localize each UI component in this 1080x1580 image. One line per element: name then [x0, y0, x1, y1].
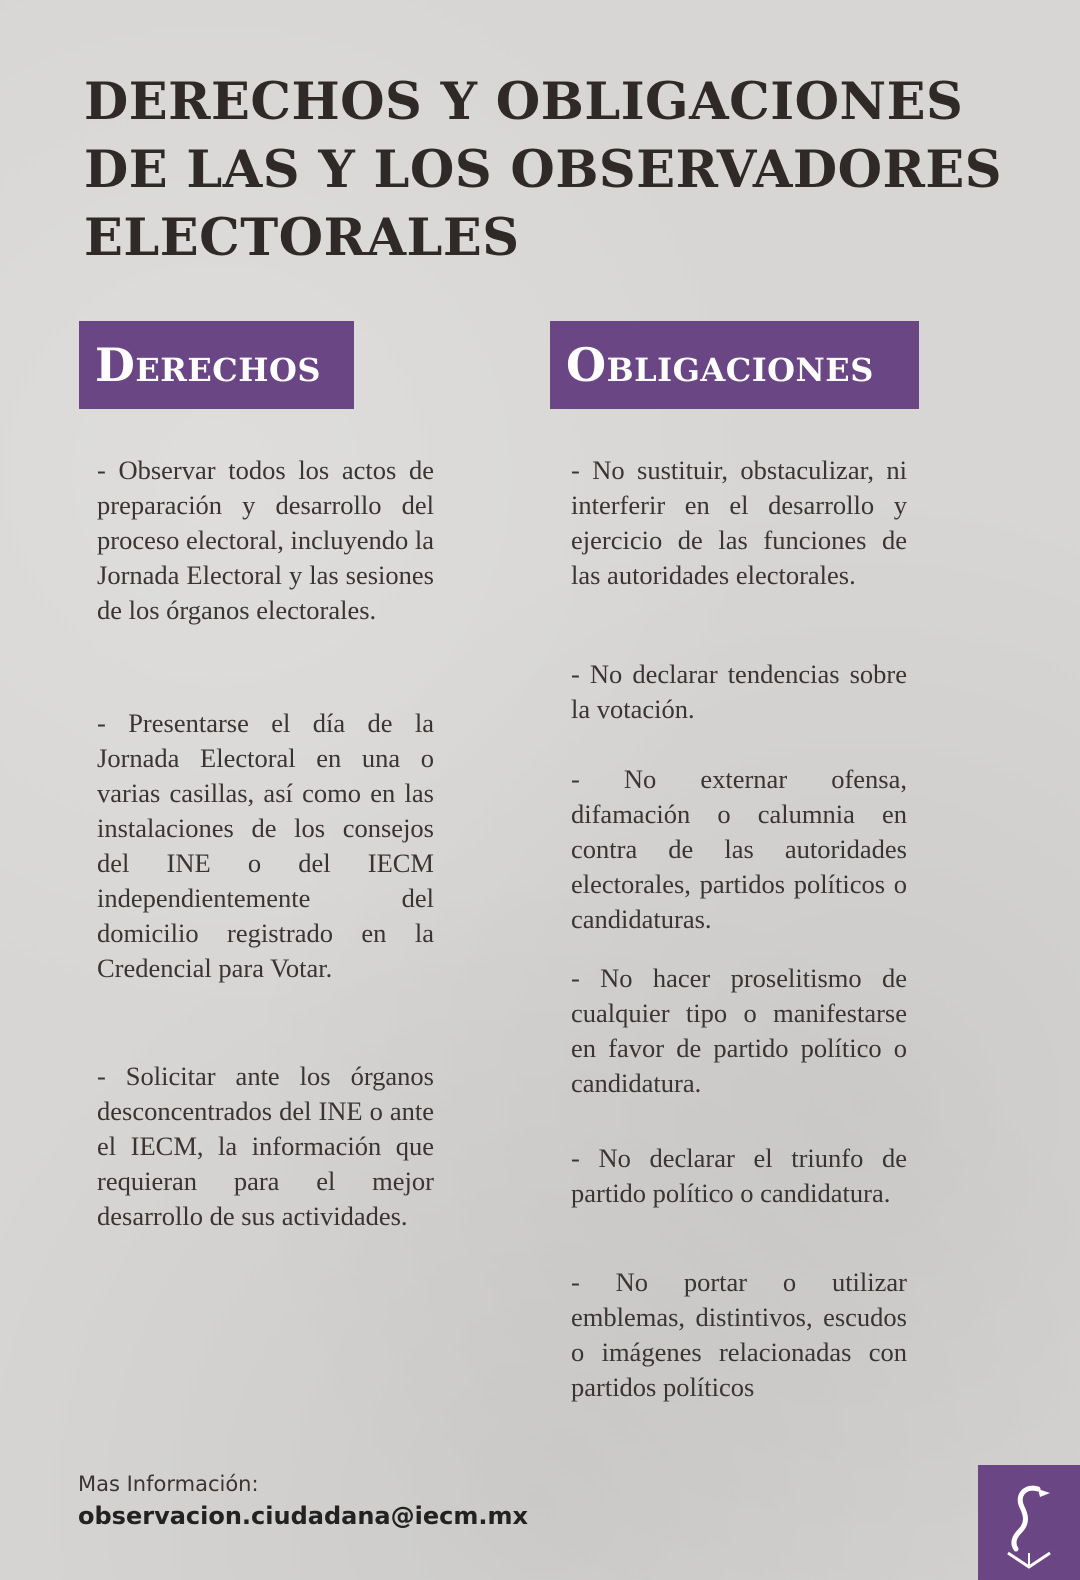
derechos-item-1: - Observar todos los actos de preparación y desarrollo del proceso electoral, incluyendo la Jornada Electoral y las sesiones de los órganos electorales.	[97, 455, 434, 625]
title-line-2: DE LAS Y LOS OBSERVADORES	[84, 140, 1003, 200]
obligaciones-item-4: - No hacer proselitismo de cualquier tipo o manifestarse en favor de partido político o candidatura.	[571, 963, 907, 1098]
title-line-1: DERECHOS Y OBLIGACIONES	[84, 72, 964, 132]
obligaciones-heading: Obligaciones	[550, 321, 919, 409]
footer-label: Mas Información:	[78, 1472, 259, 1496]
page-title	[84, 68, 1064, 272]
title-line-3: ELECTORALES	[84, 208, 520, 268]
obligaciones-item-6: - No portar o utilizar emblemas, distintivos, escudos o imágenes relacionadas con partidos políticos	[571, 1267, 907, 1402]
obligaciones-item-5: - No declarar el triunfo de partido político o candidatura.	[571, 1143, 907, 1208]
iecm-logo-icon	[994, 1473, 1064, 1573]
contact-email-link[interactable]: observacion.ciudadana@iecm.mx	[78, 1502, 528, 1530]
derechos-item-2: - Presentarse el día de la Jornada Electoral en una o varias casillas, así como en las instalaciones de los consejos del INE o del IECM independientemente del domicilio registrado en la Credencial para Votar.	[97, 708, 434, 983]
derechos-heading: Derechos	[79, 321, 354, 409]
obligaciones-item-1: - No sustituir, obstaculizar, ni interferir en el desarrollo y ejercicio de las funciones de las autoridades electorales.	[571, 455, 907, 590]
obligaciones-item-3: - No externar ofensa, difamación o calumnia en contra de las autoridades electorales, partidos políticos o candidaturas.	[571, 764, 907, 934]
derechos-item-3: - Solicitar ante los órganos desconcentrados del INE o ante el IECM, la información que requieran para el mejor desarrollo de sus actividades.	[97, 1061, 434, 1231]
iecm-logo	[978, 1465, 1080, 1580]
obligaciones-item-2: - No declarar tendencias sobre la votación.	[571, 659, 907, 724]
